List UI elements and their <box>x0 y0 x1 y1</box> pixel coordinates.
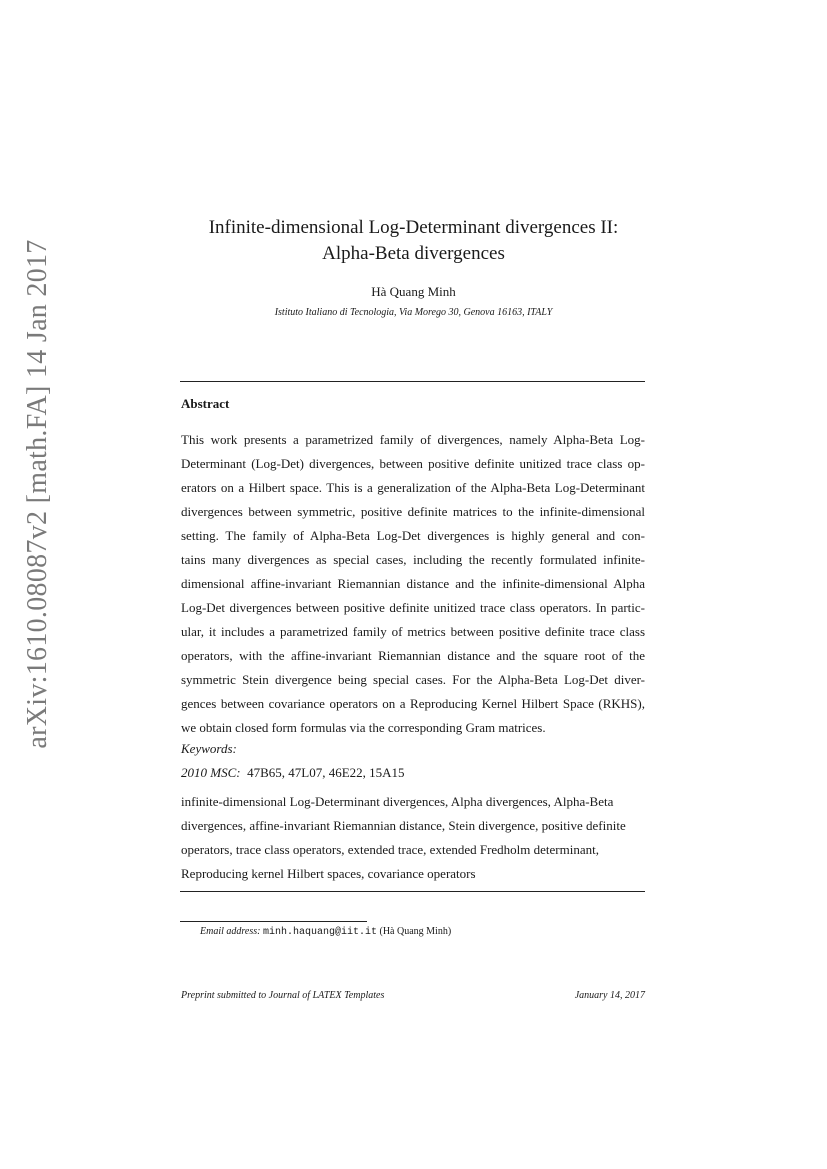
abstract-line: This work presents a parametrized family of divergences, namely Alpha-Beta Log- <box>181 432 645 447</box>
abstract-bottom-rule <box>180 891 645 892</box>
author-name: Hà Quang Minh <box>371 284 456 299</box>
abstract-line: symmetric Stein divergence being special cases. For the Alpha-Beta Log-Det diver- <box>181 672 645 687</box>
abstract-line: gences between covariance operators on a Reproducing Kernel Hilbert Space (RKHS), <box>181 696 645 711</box>
arxiv-identifier-stamp: arXiv:1610.08087v2 [math.FA] 14 Jan 2017 <box>22 239 53 749</box>
keyword-list <box>181 790 645 886</box>
paper-title-line-1: Infinite-dimensional Log-Determinant divergences II: <box>208 217 619 238</box>
preprint-date: January 14, 2017 <box>574 990 645 1001</box>
abstract-line: ular, it includes a parametrized family of metrics between positive definite trace class <box>181 624 645 639</box>
abstract-line: erators on a Hilbert space. This is a generalization of the Alpha-Beta Log-Determinant <box>181 480 645 495</box>
keyword-line: infinite-dimensional Log-Determinant divergences, Alpha divergences, Alpha-Beta <box>181 794 614 809</box>
preprint-notice: Preprint submitted to Journal of LATEX Templates <box>181 990 385 1001</box>
email-label: Email address: <box>200 926 261 937</box>
abstract-line: Log-Det divergences between positive definite unitized trace class operators. In partic- <box>181 600 645 615</box>
msc-classification <box>181 765 405 781</box>
msc-codes: 47B65, 47L07, 46E22, 15A15 <box>247 765 405 780</box>
email-address: minh.haquang@iit.it <box>262 927 377 938</box>
keyword-line: Reproducing kernel Hilbert spaces, covariance operators <box>181 866 476 881</box>
keyword-line: operators, trace class operators, extended trace, extended Fredholm determinant, <box>181 842 599 857</box>
abstract-body <box>181 428 645 740</box>
email-footnote <box>200 926 451 938</box>
abstract-line: we obtain closed form formulas via the corresponding Gram matrices. <box>181 720 546 735</box>
abstract-line: divergences between symmetric, positive definite matrices to the infinite-dimensional <box>181 504 645 519</box>
keywords-label: Keywords: <box>181 741 237 756</box>
email-owner: (Hà Quang Minh) <box>379 926 452 937</box>
msc-label: 2010 MSC: <box>181 765 241 780</box>
abstract-line: tains many divergences as special cases, including the recently formulated infinite- <box>181 552 645 567</box>
footnote-rule <box>180 921 367 922</box>
abstract-line: dimensional affine-invariant Riemannian distance and the infinite-dimensional Alpha <box>181 576 645 591</box>
abstract-line: operators, with the affine-invariant Riemannian distance and the square root of the <box>181 648 645 663</box>
paper-title <box>0 215 827 267</box>
abstract-line: setting. The family of Alpha-Beta Log-Det divergences is highly general and con- <box>181 528 645 543</box>
author-affiliation: Istituto Italiano di Tecnologia, Via Morego 30, Genova 16163, ITALY <box>274 307 553 318</box>
abstract-line: Determinant (Log-Det) divergences, between positive definite unitized trace class op- <box>181 456 645 471</box>
keyword-line: divergences, affine-invariant Riemannian distance, Stein divergence, positive definite <box>181 818 626 833</box>
abstract-top-rule <box>180 381 645 382</box>
paper-title-line-2: Alpha-Beta divergences <box>322 243 505 264</box>
abstract-heading: Abstract <box>181 396 230 411</box>
